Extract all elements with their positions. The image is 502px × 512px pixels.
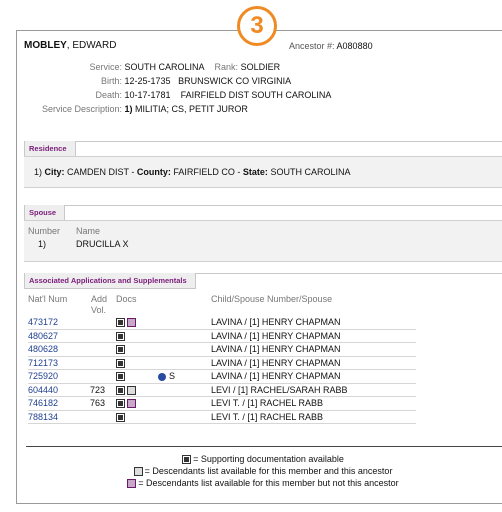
- service-description-label: Service Description:: [41, 104, 122, 114]
- national-number-link[interactable]: 480627: [28, 330, 59, 341]
- service-description-number: 1): [124, 104, 133, 114]
- national-number-link[interactable]: 788134: [28, 411, 59, 422]
- state-label: State:: [242, 167, 268, 177]
- add-vol: [90, 410, 116, 424]
- docs-cell: [116, 316, 158, 329]
- birth-date: 12-25-1735: [124, 76, 171, 86]
- national-number-link[interactable]: 480628: [28, 344, 59, 355]
- extra-cell: [158, 316, 211, 329]
- death-label: Death:: [95, 90, 122, 100]
- table-row: [28, 410, 416, 424]
- table-row: [28, 316, 416, 329]
- table-row: [28, 397, 416, 411]
- supporting-doc-icon[interactable]: [116, 345, 125, 354]
- extra-cell: [158, 343, 211, 357]
- descendants-list-partial-icon[interactable]: [127, 399, 136, 408]
- rank-label: Rank:: [214, 62, 239, 72]
- legend-desc-a: [24, 466, 502, 476]
- service-description-value: MILITIA; CS, PETIT JUROR: [135, 104, 248, 114]
- docs-cell: [116, 410, 158, 424]
- legend-doc-text: = Supporting documentation available: [193, 454, 344, 464]
- docs-cell: [116, 343, 158, 357]
- death-row: [24, 90, 331, 100]
- legend-desc-a-text: = Descendants list available for this member and this ancestor: [144, 466, 393, 476]
- col-child-spouse: Child/Spouse Number/Spouse: [211, 294, 333, 304]
- supplemental-flag: S: [169, 371, 176, 382]
- child-spouse: LAVINA / [1] HENRY CHAPMAN: [211, 343, 416, 357]
- child-spouse: LAVINA / [1] HENRY CHAPMAN: [211, 316, 416, 329]
- ancestor-name: [24, 40, 116, 51]
- descendants-list-partial-icon: [127, 479, 136, 488]
- legend-desc-b-text: = Descendants list available for this member but not this ancestor: [138, 478, 399, 488]
- spouse-col-number: Number: [28, 226, 61, 236]
- child-spouse: LEVI / [1] RACHEL/SARAH RABB: [211, 383, 416, 397]
- city-value: CAMDEN DIST: [67, 167, 129, 177]
- spouse-number: 1): [38, 239, 47, 249]
- step-number-badge: 3: [237, 6, 277, 46]
- ancestor-number-label: Ancestor #:: [289, 41, 335, 51]
- service-label: Service:: [89, 62, 122, 72]
- spouse-section: [24, 205, 502, 261]
- residence-tab: Residence: [24, 141, 76, 157]
- add-vol: [90, 329, 116, 343]
- rank-value: SOLDIER: [240, 62, 281, 72]
- county-value: FAIRFIELD CO: [173, 167, 235, 177]
- descendants-list-icon: [134, 467, 143, 476]
- birth-row: [24, 76, 291, 86]
- add-vol: [90, 343, 116, 357]
- descendants-list-icon[interactable]: [127, 386, 136, 395]
- death-date: 10-17-1781: [124, 90, 171, 100]
- docs-cell: [116, 370, 158, 384]
- applications-table: [28, 316, 416, 424]
- descendants-list-partial-icon[interactable]: [127, 318, 136, 327]
- table-row: [28, 356, 416, 370]
- spouse-name: DRUCILLA X: [76, 239, 129, 249]
- docs-cell: [116, 397, 158, 411]
- birth-label: Birth:: [100, 76, 122, 86]
- last-name: MOBLEY: [24, 40, 67, 51]
- extra-cell: [158, 329, 211, 343]
- county-label: County:: [136, 167, 171, 177]
- child-spouse: LAVINA / [1] HENRY CHAPMAN: [211, 329, 416, 343]
- extra-cell: [158, 356, 211, 370]
- col-natl-num: Nat'l Num: [28, 294, 68, 304]
- service-value: SOUTH CAROLINA: [124, 62, 205, 72]
- docs-cell: [116, 356, 158, 370]
- city-label: City:: [44, 167, 65, 177]
- col-docs: Docs: [116, 294, 137, 304]
- state-value: SOUTH CAROLINA: [270, 167, 351, 177]
- spouse-box: [24, 220, 502, 262]
- national-number-link[interactable]: 604440: [28, 384, 59, 395]
- table-row: [28, 383, 416, 397]
- legend-desc-b: [24, 478, 502, 488]
- ancestor-number: [289, 41, 373, 51]
- supporting-doc-icon[interactable]: [116, 359, 125, 368]
- table-row: [28, 370, 416, 384]
- legend-doc: [24, 454, 502, 464]
- supporting-doc-icon[interactable]: [116, 372, 125, 381]
- national-number-link[interactable]: 746182: [28, 398, 59, 409]
- service-row: [24, 62, 502, 72]
- extra-cell: [158, 383, 211, 397]
- table-row: [28, 343, 416, 357]
- service-description-row: [24, 104, 248, 114]
- spouse-col-name: Name: [76, 226, 101, 236]
- residence-section: [24, 141, 502, 192]
- child-spouse: LEVI T. / [1] RACHEL RABB: [211, 397, 416, 411]
- supporting-doc-icon[interactable]: [116, 399, 125, 408]
- birth-place: BRUNSWICK CO VIRGINIA: [178, 76, 292, 86]
- add-vol: [90, 316, 116, 329]
- national-number-link[interactable]: 712173: [28, 357, 59, 368]
- supporting-doc-icon[interactable]: [116, 386, 125, 395]
- child-spouse: LAVINA / [1] HENRY CHAPMAN: [211, 356, 416, 370]
- supporting-doc-icon: [182, 455, 191, 464]
- add-vol: 763: [90, 397, 116, 411]
- docs-cell: [116, 383, 158, 397]
- info-icon[interactable]: [158, 373, 166, 381]
- applications-tab: Associated Applications and Supplementals: [24, 273, 196, 289]
- supporting-doc-icon[interactable]: [116, 332, 125, 341]
- national-number-link[interactable]: 473172: [28, 317, 59, 328]
- ancestor-number-value: A080880: [336, 41, 373, 51]
- national-number-link[interactable]: 725920: [28, 371, 59, 382]
- extra-cell: [158, 410, 211, 424]
- first-name: , EDWARD: [66, 40, 117, 51]
- death-place: FAIRFIELD DIST SOUTH CAROLINA: [180, 90, 332, 100]
- residence-box: [24, 156, 502, 188]
- extra-cell: [158, 370, 211, 384]
- add-vol: [90, 356, 116, 370]
- docs-cell: [116, 329, 158, 343]
- child-spouse: LEVI T. / [1] RACHEL RABB: [211, 410, 416, 424]
- child-spouse: LAVINA / [1] HENRY CHAPMAN: [211, 370, 416, 384]
- residence-number: 1): [34, 167, 43, 177]
- add-vol: 723: [90, 383, 116, 397]
- col-vol: Vol.: [91, 305, 107, 315]
- spouse-tab: Spouse: [24, 205, 65, 221]
- extra-cell: [158, 397, 211, 411]
- separator: -: [128, 167, 137, 177]
- add-vol: [90, 370, 116, 384]
- col-add: Add: [91, 294, 108, 304]
- supporting-doc-icon[interactable]: [116, 413, 125, 422]
- residence-line: [34, 167, 350, 177]
- table-row: [28, 329, 416, 343]
- supporting-doc-icon[interactable]: [116, 318, 125, 327]
- separator: -: [234, 167, 243, 177]
- legend-divider: [26, 446, 502, 447]
